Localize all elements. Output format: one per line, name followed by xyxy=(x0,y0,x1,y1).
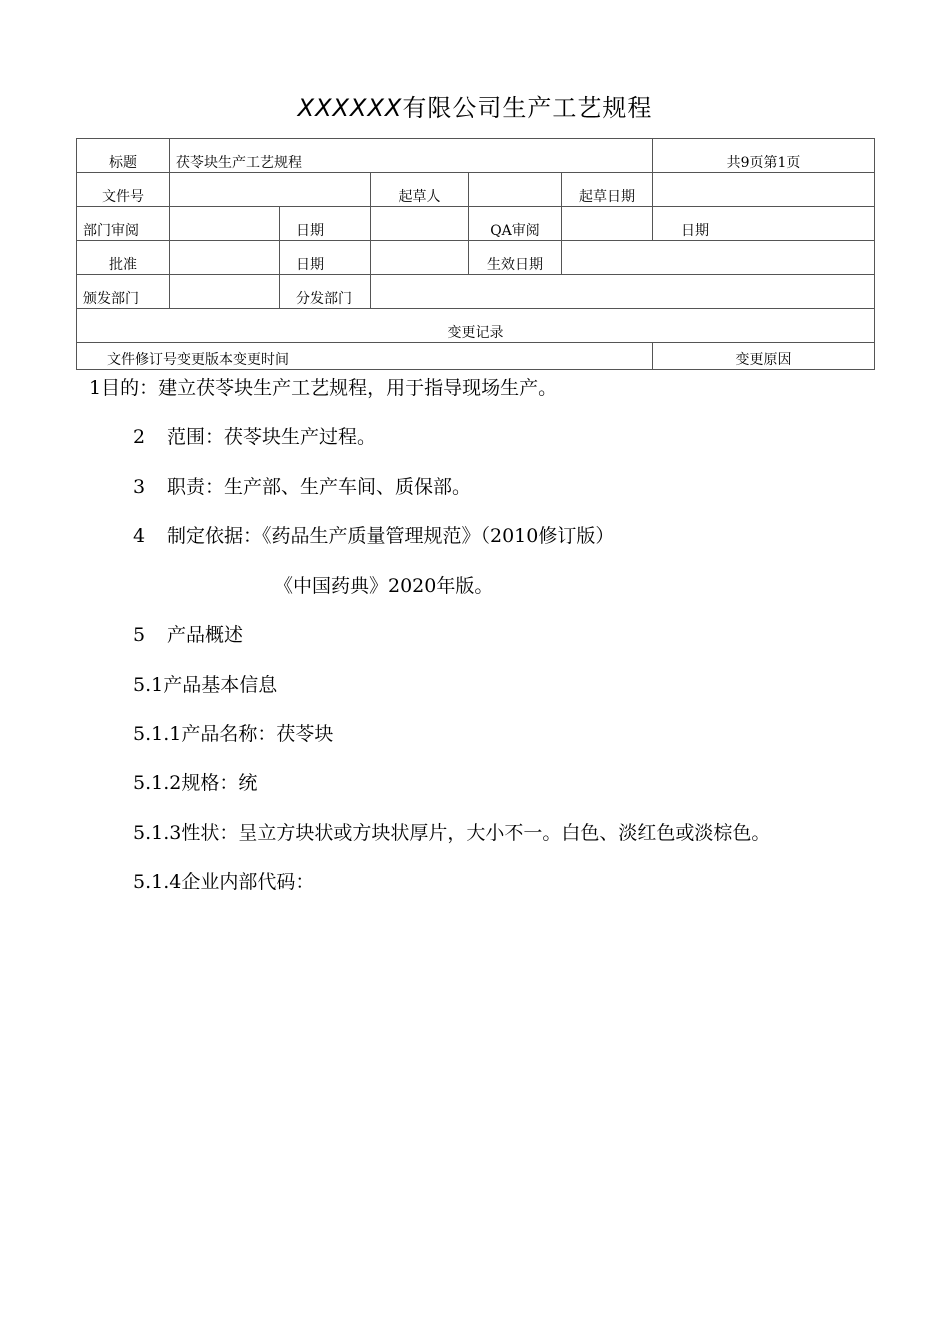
change-columns-label: 文件修订号变更版本变更时间 xyxy=(77,343,653,370)
file-no-label: 文件号 xyxy=(77,173,170,207)
section-2-text: 范围：茯苓块生产过程。 xyxy=(167,426,377,448)
row-approve xyxy=(77,241,875,275)
row-change-columns xyxy=(77,343,875,370)
section-5-1-basic-info: 5.1产品基本信息 xyxy=(133,674,278,696)
dept-review-value xyxy=(170,207,280,241)
row-change-record xyxy=(77,309,875,343)
dept-review-date-label: 日期 xyxy=(280,207,371,241)
section-5-overview xyxy=(133,621,243,649)
dept-review-label: 部门审阅 xyxy=(77,207,170,241)
drafter-value xyxy=(469,173,562,207)
qa-review-value xyxy=(562,207,653,241)
issue-dept-value xyxy=(170,275,280,309)
section-5-1-2-spec: 5.1.2规格：统 xyxy=(133,772,258,794)
change-record-label: 变更记录 xyxy=(77,309,875,343)
qa-review-label: QA审阅 xyxy=(469,207,562,241)
company-code: XXXXXX xyxy=(297,94,403,122)
section-2-number: 2 xyxy=(133,426,146,448)
approve-value xyxy=(170,241,280,275)
section-5-1-3-characteristics: 5.1.3性状：呈立方块状或方块状厚片，大小不一。白色、淡红色或淡棕色。 xyxy=(133,822,771,844)
dist-dept-value xyxy=(371,275,875,309)
section-5-text: 产品概述 xyxy=(167,624,244,646)
approve-date-value xyxy=(371,241,469,275)
section-4-basis xyxy=(133,522,614,550)
section-4-text: 制定依据：《药品生产质量管理规范》（2010修订版） xyxy=(167,525,615,547)
title-value: 茯苓块生产工艺规程 xyxy=(170,139,653,173)
document-info-table xyxy=(76,138,875,370)
row-departments xyxy=(77,275,875,309)
section-1-purpose: 1目的：建立茯苓块生产工艺规程，用于指导现场生产。 xyxy=(89,377,558,399)
approve-date-label: 日期 xyxy=(280,241,371,275)
draft-date-value xyxy=(653,173,875,207)
effective-date-label: 生效日期 xyxy=(469,241,562,275)
section-5-1-4-internal-code: 5.1.4企业内部代码： xyxy=(133,871,315,893)
row-file-no xyxy=(77,173,875,207)
section-5-1-1-product-name: 5.1.1产品名称：茯苓块 xyxy=(133,723,334,745)
qa-review-date-label: 日期 xyxy=(653,207,875,241)
dept-review-date-value xyxy=(371,207,469,241)
section-4-basis-continued: 《中国药典》2020年版。 xyxy=(274,575,494,597)
section-5-number: 5 xyxy=(133,624,146,646)
row-review xyxy=(77,207,875,241)
section-4-number: 4 xyxy=(133,525,146,547)
section-3-number: 3 xyxy=(133,476,146,498)
row-title xyxy=(77,139,875,173)
section-2-scope xyxy=(133,423,376,451)
file-no-value xyxy=(170,173,371,207)
dist-dept-label: 分发部门 xyxy=(280,275,371,309)
effective-date-value xyxy=(562,241,875,275)
title-text: 有限公司生产工艺规程 xyxy=(402,94,653,122)
issue-dept-label: 颁发部门 xyxy=(77,275,170,309)
change-reason-label: 变更原因 xyxy=(653,343,875,370)
page-info: 共9页第1页 xyxy=(653,139,875,173)
approve-label: 批准 xyxy=(77,241,170,275)
drafter-label: 起草人 xyxy=(371,173,469,207)
section-3-responsibility xyxy=(133,473,471,501)
draft-date-label: 起草日期 xyxy=(562,173,653,207)
section-3-text: 职责：生产部、生产车间、质保部。 xyxy=(167,476,472,498)
page-title xyxy=(0,88,950,128)
title-label: 标题 xyxy=(77,139,170,173)
